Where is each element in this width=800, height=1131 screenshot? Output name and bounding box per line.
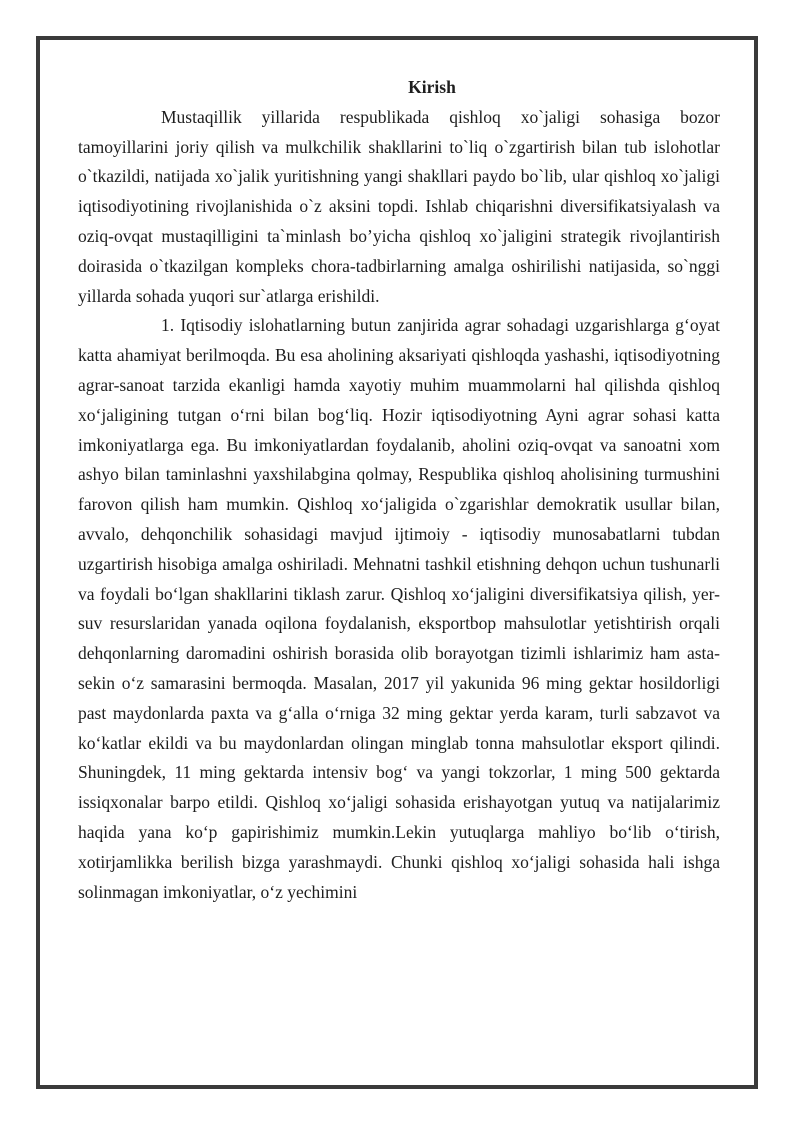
document-title: Kirish [408, 77, 456, 97]
paragraph-intro: Mustaqillik yillarida respublikada qishloq xo`jaligi sohasiga bozor tamoyillarini joriy qilish va mulkchilik shakllarini to`liq o`zgartirish bilan tub islohotlar o`tkazildi, natijada xo`jalik yuritishning yangi shakllari paydo bo`lib, ular qishloq xo`jaligi iqtisodiyotining rivojlanishida o`z aksini topdi. Ishlab chiqarishni diversifikatsiyalash va oziq-ovqat mustaqilligini ta`minlash bo’yicha qishloq xo`jaligini strategik rivojlantirish doirasida o`tkazilgan kompleks chora-tadbirlarning amalga oshirilishi natijasida, so`nggi yillarda sohada yuqori sur`atlarga erishildi. [78, 106, 720, 306]
document-body [78, 73, 720, 907]
paragraph-1: 1. Iqtisodiy islohatlarning butun zanjirida agrar sohadagi uzgarishlarga g‘oyat katta ahamiyat berilmoqda. Bu esa aholining aksariyati qishloqda yashashi, iqtisodiyotning agrar-sanoat tarzida ekanligi hamda xayotiy muhim muammolarni hal qilishda qishloq xo‘jaligining tutgan o‘rni bilan bog‘liq. Hozir iqtisodiyotning Ayni agrar sohasi katta imkoniyatlarga ega. Bu imkoniyatlardan foydalanib, aholini oziq-ovqat va sanoatni xom ashyo bilan taminlashni yaxshilabgina qolmay, Respublika qishloq aholisining turmushini farovon qilish ham mumkin. Qishloq xo‘jaligida o`zgarishlar demokratik usullar bilan, avvalo, dehqonchilik sohasidagi mavjud ijtimoiy - iqtisodiy munosabatlarni tubdan uzgartirish hisobiga amalga oshiriladi. Mehnatni tashkil etishning dehqon uchun tushunarli va foydali bo‘lgan shakllarini tiklash zarur. Qishloq xo‘jaligini diversifikatsiya qilish, yer-suv resurslaridan yanada oqilona foydalanish, eksportbop mahsulotlar yetishtirish orqali dehqonlarning daromadini oshirish borasida olib borayotgan tizimli ishlarimiz ham asta-sekin o‘z samarasini bermoqda. Masalan, 2017 yil yakunida 96 ming gektar hosildorligi past maydonlarda paxta va g‘alla o‘rniga 32 ming gektar yerda karam, turli sabzavot va ko‘katlar ekildi va bu maydonlardan olingan minglab tonna mahsulotlar eksport qilindi. Shuningdek, 11 ming gektarda intensiv bog‘ va yangi tokzorlar, 1 ming 500 gektarda issiqxonalar barpo etildi. Qishloq xo‘jaligi sohasida erishayotgan yutuq va natijalarimiz haqida yana ko‘p gapirishimiz mumkin.Lekin yutuqlarga mahliyo bo‘lib o‘tirish, xotirjamlikka berilish bizga yarashmaydi. Chunki qishloq xo‘jaligi sohasida hali ishga solinmagan imkoniyatlar, o‘z yechimini [78, 315, 720, 902]
